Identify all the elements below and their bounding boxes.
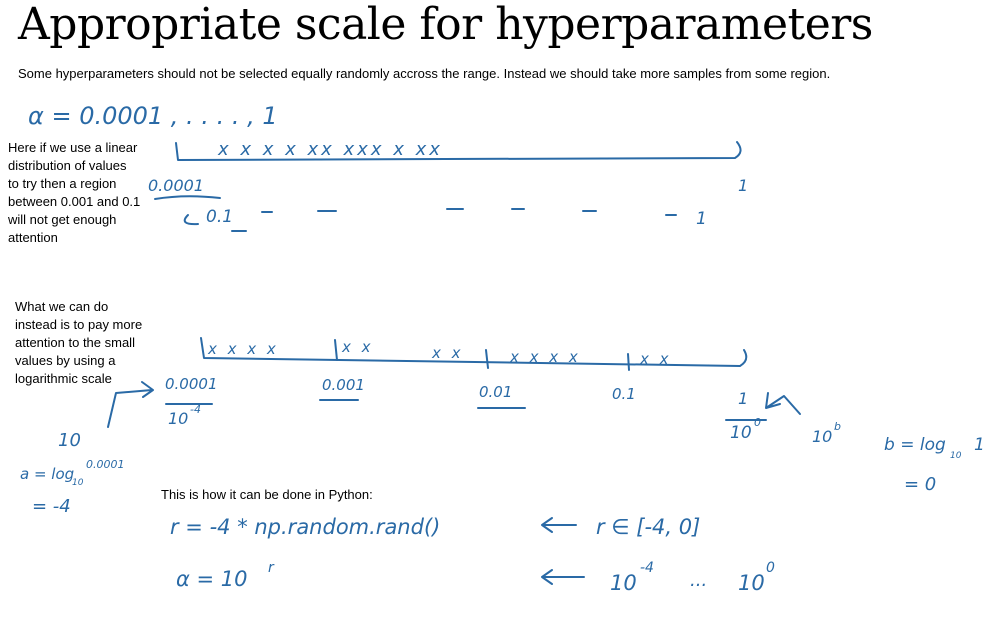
log-tick-001: 0.001 bbox=[322, 376, 365, 394]
side-ten: 10 bbox=[58, 430, 81, 451]
pointer-arrow-left bbox=[108, 382, 153, 427]
log-tick-one: 1 bbox=[738, 389, 749, 408]
log-decade-4-samples: x x x x bbox=[510, 348, 581, 366]
side-a-eq: a = log bbox=[20, 465, 75, 483]
linear-left-label: 0.0001 bbox=[148, 176, 204, 195]
code-r-line: r = -4 * np.random.rand() bbox=[170, 515, 441, 539]
code-alpha-line: α = 10 bbox=[176, 567, 248, 591]
right-b-eq: b = log bbox=[884, 435, 946, 455]
log-tick-1-tenth: 0.1 bbox=[612, 385, 636, 403]
log-decade-2-samples: x x bbox=[342, 338, 374, 356]
code-alpha-exp: r bbox=[268, 560, 274, 576]
linear-bottom-dashes bbox=[262, 209, 676, 215]
bracket-underline bbox=[155, 196, 220, 199]
code-pow-high-exp: 0 bbox=[766, 560, 775, 576]
note-linear-scale: Here if we use a linear distribution of values to try then a region between 0.001 and 0.1 will not get enough attention bbox=[8, 140, 141, 245]
slide-title: Appropriate scale for hyperparameters bbox=[18, 0, 873, 50]
log-decade-5-samples: x x bbox=[640, 350, 672, 368]
pow-right-exp: 0 bbox=[754, 416, 761, 429]
pointer-arrow-right bbox=[766, 393, 800, 414]
code-pow-high: 10 bbox=[738, 571, 765, 595]
right-b-arg: 1 bbox=[974, 435, 985, 455]
log-decade-1-samples: x x x x bbox=[208, 340, 279, 358]
arrow-to-r-range bbox=[542, 518, 576, 532]
log-tick-underlines bbox=[166, 400, 766, 420]
log-axis-dividers bbox=[335, 340, 629, 370]
code-dots: ... bbox=[690, 570, 708, 591]
curved-arrow bbox=[185, 215, 198, 224]
log-decade-3-samples: x x bbox=[432, 344, 464, 362]
right-zero: = 0 bbox=[904, 474, 937, 495]
alpha-range-text: α = 0.0001 , . . . . , 1 bbox=[28, 102, 278, 130]
side-a-arg: 0.0001 bbox=[86, 458, 125, 471]
log-tick-01: 0.01 bbox=[479, 383, 513, 401]
pow-left: 10 bbox=[168, 409, 189, 428]
linear-bottom-right-label: 1 bbox=[696, 209, 707, 229]
side-minus-four: = -4 bbox=[32, 496, 71, 517]
pow-left-exp: -4 bbox=[190, 403, 201, 416]
slide-subtitle: Some hyperparameters should not be selected equally randomly accross the range. Instead we should take more samples from some region. bbox=[18, 66, 831, 81]
arrow-to-alpha-range bbox=[542, 570, 584, 584]
pow-right: 10 bbox=[730, 423, 752, 443]
right-ten-exp: b bbox=[834, 420, 841, 433]
note-python: This is how it can be done in Python: bbox=[161, 487, 373, 502]
log-tick-0001: 0.0001 bbox=[165, 375, 218, 393]
code-pow-low: 10 bbox=[610, 571, 637, 595]
linear-bottom-left-label: 0.1 bbox=[206, 207, 234, 227]
linear-axis-samples: x x x x xx xxx x xx bbox=[218, 139, 443, 160]
side-a-sub: 10 bbox=[72, 478, 84, 488]
right-ten: 10 bbox=[812, 427, 833, 446]
code-pow-low-exp: -4 bbox=[640, 560, 654, 576]
code-r-range: r ∈ [-4, 0] bbox=[596, 515, 701, 539]
linear-right-label: 1 bbox=[738, 176, 749, 195]
right-b-sub: 10 bbox=[950, 451, 962, 461]
note-log-scale: What we can do instead is to pay more attention to the small values by using a logarithmic scale bbox=[15, 299, 143, 386]
